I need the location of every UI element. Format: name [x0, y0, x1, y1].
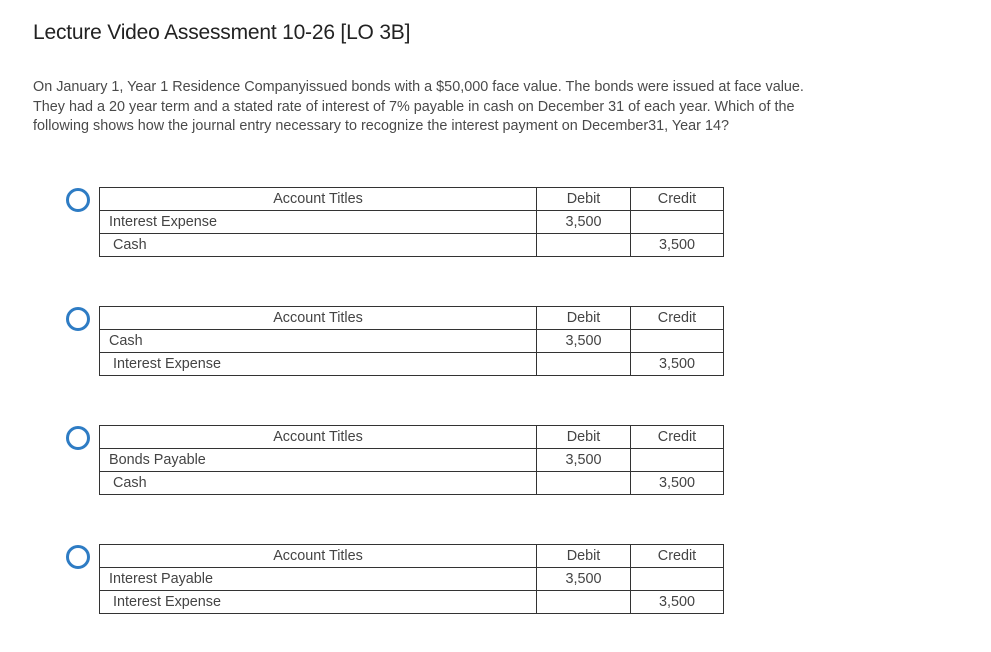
question-text: On January 1, Year 1 Residence Companyissued bonds with a $50,000 face value. The bonds were issued at face value. They had a 20 year term and a stated rate of interest of 7% payable in cash on December 31 of each year. Which of the following shows how the journal entry necessary to recognize the interest payment on December31, Year 14? — [33, 79, 804, 134]
journal-entry-table — [99, 306, 724, 376]
table-header-row — [100, 545, 724, 568]
credit-account: Cash — [100, 472, 537, 495]
credit-amount: 3,500 — [631, 353, 724, 376]
table-header-row — [100, 426, 724, 449]
header-account-titles: Account Titles — [100, 545, 537, 568]
debit-amount: 3,500 — [537, 568, 631, 591]
debit-account: Interest Payable — [100, 568, 537, 591]
radio-button-option-4[interactable] — [66, 545, 90, 569]
header-debit: Debit — [537, 426, 631, 449]
empty-credit-cell — [631, 449, 724, 472]
radio-button-option-1[interactable] — [66, 188, 90, 212]
header-debit: Debit — [537, 307, 631, 330]
header-credit: Credit — [631, 545, 724, 568]
answer-option-2[interactable] — [66, 306, 726, 386]
credit-account: Cash — [100, 234, 537, 257]
debit-account: Bonds Payable — [100, 449, 537, 472]
debit-account: Interest Expense — [100, 211, 537, 234]
debit-amount: 3,500 — [537, 449, 631, 472]
empty-debit-cell — [537, 234, 631, 257]
journal-entry-table — [99, 544, 724, 614]
journal-entry-table — [99, 425, 724, 495]
header-account-titles: Account Titles — [100, 426, 537, 449]
answer-option-3[interactable] — [66, 425, 726, 505]
answer-option-1[interactable] — [66, 187, 726, 267]
empty-credit-cell — [631, 211, 724, 234]
header-credit: Credit — [631, 426, 724, 449]
debit-amount: 3,500 — [537, 211, 631, 234]
table-header-row — [100, 307, 724, 330]
radio-button-option-2[interactable] — [66, 307, 90, 331]
credit-account: Interest Expense — [100, 591, 537, 614]
debit-row — [100, 568, 724, 591]
radio-button-option-3[interactable] — [66, 426, 90, 450]
credit-account: Interest Expense — [100, 353, 537, 376]
credit-row — [100, 353, 724, 376]
empty-debit-cell — [537, 591, 631, 614]
header-account-titles: Account Titles — [100, 307, 537, 330]
header-account-titles: Account Titles — [100, 188, 537, 211]
journal-entry-table — [99, 187, 724, 257]
empty-debit-cell — [537, 353, 631, 376]
debit-amount: 3,500 — [537, 330, 631, 353]
header-debit: Debit — [537, 545, 631, 568]
credit-row — [100, 234, 724, 257]
debit-row — [100, 211, 724, 234]
empty-credit-cell — [631, 568, 724, 591]
credit-amount: 3,500 — [631, 234, 724, 257]
answer-option-4[interactable] — [66, 544, 726, 624]
empty-credit-cell — [631, 330, 724, 353]
debit-row — [100, 330, 724, 353]
empty-debit-cell — [537, 472, 631, 495]
credit-row — [100, 591, 724, 614]
page-title: Lecture Video Assessment 10-26 [LO 3B] — [33, 21, 411, 44]
header-credit: Credit — [631, 307, 724, 330]
debit-row — [100, 449, 724, 472]
credit-amount: 3,500 — [631, 591, 724, 614]
header-credit: Credit — [631, 188, 724, 211]
header-debit: Debit — [537, 188, 631, 211]
credit-row — [100, 472, 724, 495]
table-header-row — [100, 188, 724, 211]
credit-amount: 3,500 — [631, 472, 724, 495]
debit-account: Cash — [100, 330, 537, 353]
